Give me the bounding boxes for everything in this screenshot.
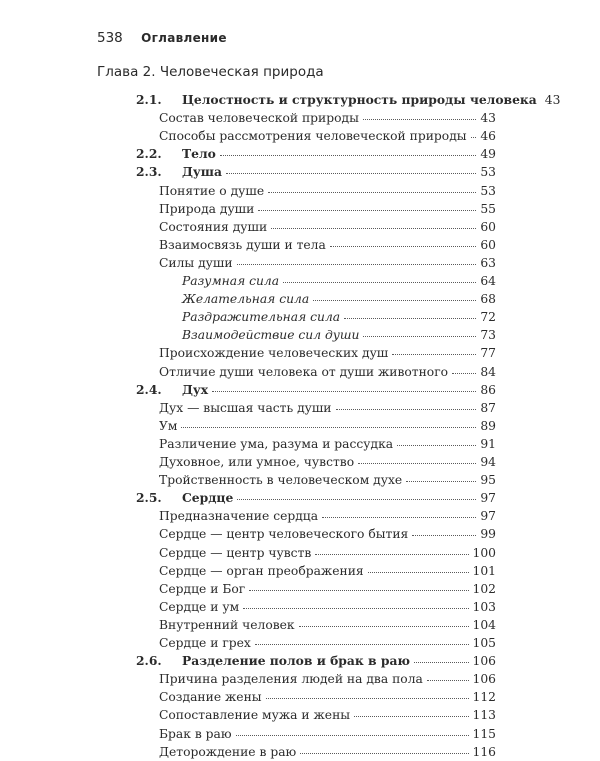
entry-page-number: 112 — [472, 690, 496, 705]
dot-leader — [358, 463, 476, 464]
entry-page-number: 84 — [480, 364, 496, 379]
entry-page-number: 104 — [472, 617, 496, 632]
entry-page-number: 43 — [544, 93, 561, 107]
toc-section-row — [136, 163, 496, 181]
toc-entry-row — [159, 417, 496, 435]
entry-page-number: 95 — [480, 473, 496, 488]
entry-title: Деторождение в раю — [159, 744, 297, 759]
dot-leader — [300, 753, 468, 754]
entry-title: Целостность и структурность природы человека — [182, 92, 537, 107]
dot-leader — [368, 572, 469, 573]
entry-page-number: 91 — [480, 436, 496, 451]
toc-section-row — [136, 381, 496, 399]
dot-leader — [268, 192, 476, 193]
toc-entry-row — [159, 218, 496, 236]
toc-entry-row — [159, 254, 496, 272]
entry-title: Сердце и ум — [159, 599, 240, 614]
dot-leader — [249, 590, 468, 591]
toc-section-row — [136, 489, 496, 507]
toc-entry-row — [159, 471, 496, 489]
dot-leader — [344, 318, 476, 319]
entry-page-number: 43 — [480, 111, 496, 126]
section-number: 2.2. — [136, 146, 162, 162]
entry-title: Сердце — центр человеческого бытия — [159, 527, 409, 542]
entry-page-number: 115 — [472, 726, 496, 741]
dot-leader — [354, 716, 468, 717]
toc-entry-row — [159, 670, 496, 688]
dot-leader — [236, 735, 469, 736]
entry-title: Брак в раю — [159, 726, 232, 741]
dot-leader — [237, 499, 476, 500]
dot-leader — [271, 228, 476, 229]
entry-page-number: 53 — [480, 165, 496, 180]
toc-entry-row — [159, 688, 496, 706]
toc-entry-row — [159, 236, 496, 254]
dot-leader — [237, 264, 477, 265]
entry-page-number: 68 — [480, 292, 496, 307]
entry-title: Создание жены — [159, 690, 262, 705]
toc-entry-row — [182, 290, 496, 308]
entry-page-number: 113 — [472, 708, 496, 723]
entry-title: Понятие о душе — [159, 183, 265, 198]
dot-leader — [255, 644, 469, 645]
entry-title: Внутренний человек — [159, 617, 295, 632]
entry-title: Сердце и Бог — [159, 581, 246, 596]
entry-title: Взаимодействие сил души — [182, 328, 360, 343]
toc-entry-row — [182, 308, 496, 326]
entry-page-number: 63 — [480, 255, 496, 270]
entry-title: Причина разделения людей на два пола — [159, 672, 423, 687]
dot-leader — [397, 445, 476, 446]
entry-page-number: 97 — [480, 509, 496, 524]
dot-leader — [243, 608, 468, 609]
entry-title: Ум — [159, 418, 178, 433]
entry-page-number: 101 — [472, 563, 496, 578]
section-number: 2.6. — [136, 653, 162, 669]
toc-entry-row — [182, 326, 496, 344]
dot-leader — [412, 535, 476, 536]
dot-leader — [212, 391, 476, 392]
entry-page-number: 97 — [480, 491, 496, 506]
entry-title: Состав человеческой природы — [159, 111, 359, 126]
dot-leader — [226, 173, 476, 174]
dot-leader — [363, 336, 476, 337]
dot-leader — [299, 626, 469, 627]
dot-leader — [427, 680, 469, 681]
entry-title: Сердце — орган преображения — [159, 563, 364, 578]
entry-title: Способы рассмотрения человеческой природы — [159, 129, 467, 144]
toc-entry-row — [159, 634, 496, 652]
toc-section-row — [136, 145, 496, 163]
entry-page-number: 106 — [472, 654, 496, 669]
dot-leader — [181, 427, 476, 428]
entry-title: Тройственность в человеческом духе — [159, 473, 403, 488]
toc-entry-row — [159, 580, 496, 598]
toc-entry-row — [159, 182, 496, 200]
entry-title: Природа души — [159, 201, 255, 216]
entry-page-number: 73 — [480, 328, 496, 343]
section-number: 2.1. — [136, 92, 162, 107]
entry-title: Духовное, или умное, чувство — [159, 455, 355, 469]
toc-section-row — [136, 652, 496, 670]
dot-leader — [330, 246, 477, 247]
running-title: Оглавление — [141, 31, 227, 45]
entry-page-number: 77 — [480, 346, 496, 361]
entry-page-number: 87 — [480, 400, 496, 415]
dot-leader — [363, 119, 476, 120]
entry-page-number: 100 — [472, 545, 496, 560]
dot-leader — [414, 662, 468, 663]
toc-entry-row — [159, 544, 496, 562]
toc-entry-row — [159, 598, 496, 616]
dot-leader — [322, 517, 476, 518]
dot-leader — [220, 155, 476, 156]
dot-leader — [471, 137, 477, 138]
entry-page-number: 60 — [480, 219, 496, 234]
entry-title: Тело — [182, 146, 216, 162]
toc-entry-row — [159, 706, 496, 724]
toc-entry-row — [159, 743, 496, 761]
entry-title: Сопоставление мужа и жены — [159, 708, 351, 723]
entry-page-number: 106 — [472, 672, 496, 687]
entry-title: Дух — высшая часть души — [159, 400, 332, 415]
toc-entry-row — [159, 725, 496, 743]
entry-page-number: 99 — [480, 527, 496, 542]
entry-title: Сердце и грех — [159, 636, 251, 650]
entry-page-number: 53 — [480, 183, 496, 198]
dot-leader — [336, 409, 477, 410]
chapter-title: Глава 2. Человеческая природа — [97, 64, 324, 80]
entry-title: Отличие души человека от души животного — [159, 364, 449, 379]
entry-page-number: 86 — [480, 382, 496, 397]
entry-page-number: 116 — [472, 744, 496, 759]
entry-title: Силы души — [159, 255, 233, 270]
dot-leader — [406, 481, 476, 482]
toc-entry-row — [159, 562, 496, 580]
running-head — [97, 30, 227, 46]
entry-title: Душа — [182, 164, 222, 180]
toc-entry-row — [159, 525, 496, 543]
toc-entry-row — [159, 507, 496, 525]
toc-entry-row — [159, 127, 496, 145]
dot-leader — [266, 698, 469, 699]
dot-leader — [392, 354, 476, 355]
entry-title: Взаимосвязь души и тела — [159, 237, 326, 252]
toc-entry-row — [159, 363, 496, 381]
toc-entry-row — [159, 399, 496, 417]
page-number: 538 — [97, 30, 123, 46]
entry-page-number: 46 — [480, 129, 496, 144]
entry-page-number: 102 — [472, 581, 496, 596]
toc-entry-row — [159, 200, 496, 218]
section-number: 2.5. — [136, 490, 162, 506]
entry-title: Раздражительная сила — [182, 310, 341, 325]
entry-page-number: 89 — [480, 418, 496, 433]
entry-title: Желательная сила — [182, 292, 310, 307]
toc-entry-row — [182, 272, 496, 290]
entry-page-number: 64 — [480, 274, 496, 288]
dot-leader — [452, 373, 476, 374]
entry-title: Сердце — центр чувств — [159, 545, 312, 560]
toc-entry-row — [159, 616, 496, 634]
dot-leader — [315, 554, 468, 555]
toc-entry-row — [159, 453, 496, 471]
toc-entry-row — [159, 109, 496, 127]
toc-section-row — [136, 91, 561, 109]
entry-title: Различение ума, разума и рассудка — [159, 436, 394, 451]
entry-title: Состояния души — [159, 219, 268, 234]
entry-title: Происхождение человеческих душ — [159, 346, 389, 361]
section-number: 2.4. — [136, 381, 162, 397]
entry-title: Разделение полов и брак в раю — [182, 653, 411, 669]
dot-leader — [313, 300, 476, 301]
entry-title: Предназначение сердца — [159, 509, 319, 524]
toc-entry-row — [159, 435, 496, 453]
entry-page-number: 49 — [480, 147, 496, 162]
entry-title: Сердце — [182, 490, 234, 506]
toc-entry-row — [159, 344, 496, 362]
dot-leader — [258, 210, 476, 211]
entry-page-number: 94 — [480, 455, 496, 469]
dot-leader — [283, 282, 476, 283]
entry-page-number: 105 — [472, 636, 496, 650]
section-number: 2.3. — [136, 164, 162, 180]
entry-title: Дух — [182, 381, 209, 397]
entry-title: Разумная сила — [182, 274, 280, 288]
entry-page-number: 103 — [472, 599, 496, 614]
entry-page-number: 60 — [480, 237, 496, 252]
entry-page-number: 72 — [480, 310, 496, 325]
entry-page-number: 55 — [480, 201, 496, 216]
